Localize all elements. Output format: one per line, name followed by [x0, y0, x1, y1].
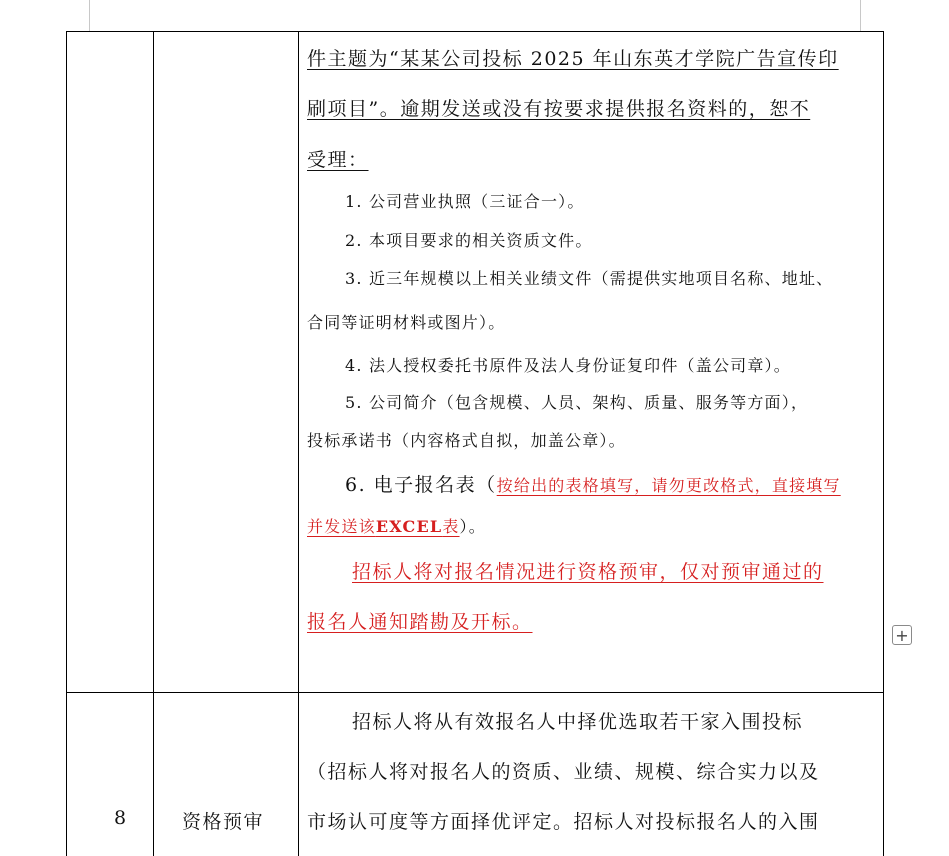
- table-col-divider-2: [298, 31, 299, 856]
- row-title: 资格预审: [182, 811, 265, 833]
- item6-prefix: 6. 电子报名表（: [345, 474, 497, 496]
- list-item-electronic-form: [345, 470, 841, 497]
- table-border-top: [66, 31, 884, 32]
- notice-line: 招标人将对报名情况进行资格预审，仅对预审通过的: [352, 561, 824, 583]
- text-line: 刷项目”。逾期发送或没有按要求提供报名资料的，恕不: [307, 98, 811, 120]
- item6-red-cont-b: 表: [442, 517, 460, 536]
- text-line: 招标人将从有效报名人中择优选取若干家入围投标: [352, 711, 804, 733]
- text-line: （招标人将对报名人的资质、业绩、规模、综合实力以及: [307, 761, 820, 783]
- notice-line: 报名人通知踏勘及开标。: [307, 611, 533, 633]
- list-item-continuation: 合同等证明材料或图片）。: [307, 313, 506, 332]
- item6-red-instruction: 按给出的表格填写，请勿更改格式，直接填写: [496, 476, 841, 495]
- item6-red-excel: EXCEL: [375, 517, 443, 536]
- list-item: 5. 公司简介（包含规模、人员、架构、质量、服务等方面），: [345, 393, 809, 412]
- item6-suffix: ）。: [459, 517, 486, 536]
- table-row-divider: [66, 692, 884, 693]
- add-row-button[interactable]: [892, 625, 912, 645]
- text-line: 市场认可度等方面择优评定。招标人对投标报名人的入围: [307, 811, 820, 833]
- list-item: 3. 近三年规模以上相关业绩文件（需提供实地项目名称、地址、: [345, 269, 834, 288]
- text-line: 件主题为“某某公司投标 2025 年山东英才学院广告宣传印: [307, 48, 839, 70]
- row-number: 8: [114, 807, 128, 829]
- item6-red-cont-a: 并发送该: [307, 517, 376, 536]
- plus-icon: +: [895, 626, 909, 645]
- list-item: 1. 公司营业执照（三证合一）。: [345, 192, 585, 211]
- list-item-continuation: 投标承诺书（内容格式自拟，加盖公章）。: [307, 431, 626, 450]
- table-border-right: [883, 31, 884, 856]
- text-line: 受理：: [307, 149, 369, 171]
- list-item-electronic-form-cont: [307, 514, 486, 537]
- table-border-left: [66, 31, 67, 856]
- list-item: 4. 法人授权委托书原件及法人身份证复印件（盖公司章）。: [345, 356, 791, 375]
- table-col-divider-1: [153, 31, 154, 856]
- list-item: 2. 本项目要求的相关资质文件。: [345, 231, 593, 250]
